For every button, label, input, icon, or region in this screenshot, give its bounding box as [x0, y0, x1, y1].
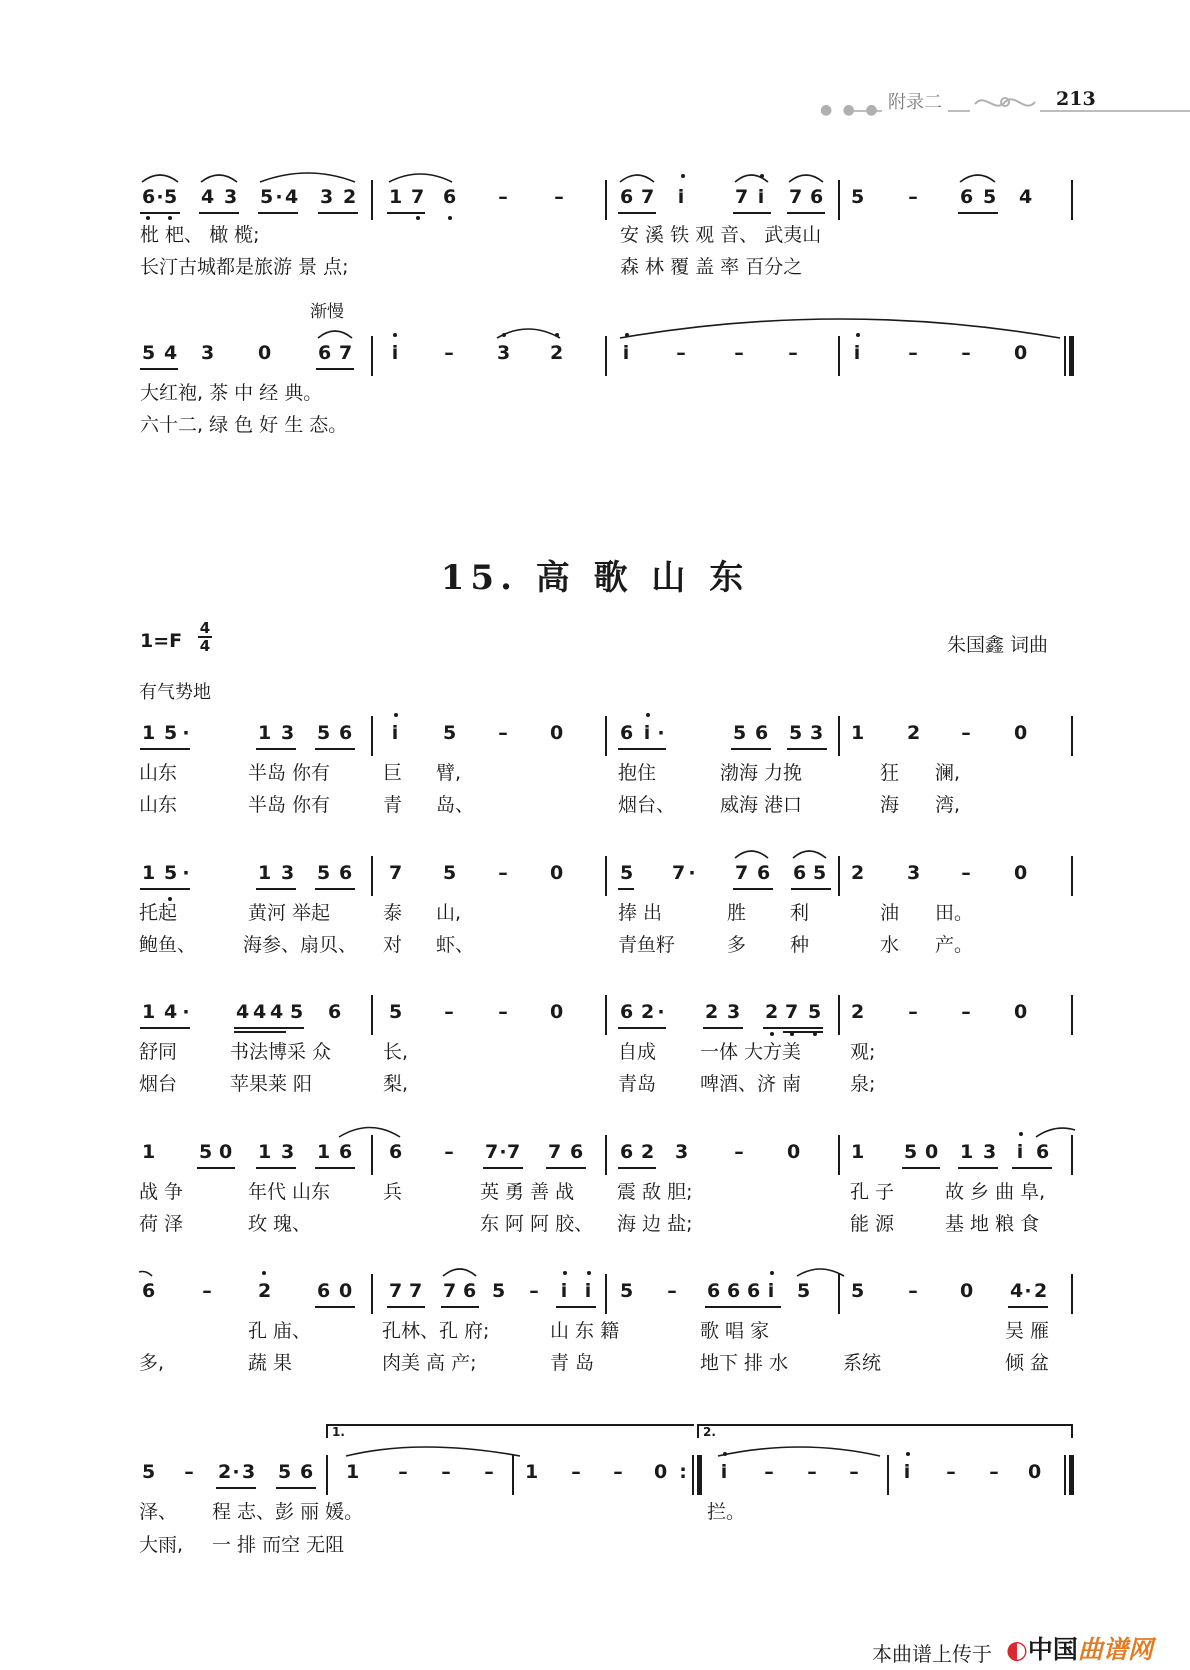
tempo-mark: 渐慢	[310, 302, 344, 322]
song-title: 15. 高 歌 山 东	[440, 558, 750, 598]
logo-icon: ◐	[1006, 1635, 1028, 1664]
lyric-line: 大红袍, 茶 中 经 典。	[140, 382, 323, 404]
volta-first: 1.	[326, 1424, 694, 1438]
page-number: 213	[1050, 88, 1102, 110]
site-logo[interactable]: ◐中国曲谱网	[1006, 1635, 1153, 1664]
composer-credit: 朱国鑫 词曲	[947, 634, 1049, 656]
key-signature: 1=F	[140, 630, 183, 652]
time-signature: 4 4	[199, 619, 211, 655]
header-dots: ● ● ●	[820, 102, 881, 118]
tempo-mark: 有气势地	[139, 682, 211, 703]
header-section: 附录二	[882, 88, 948, 114]
lyric-line: 六十二, 绿 色 好 生 态。	[140, 414, 348, 436]
volta-second: 2.	[697, 1424, 1073, 1438]
footer-text: 本曲谱上传于	[872, 1642, 992, 1666]
score-page: ● ● ● 附录二 213 6 · 5 4 3 5 · 4 3 2 1 7 6 – – 6 7 i 7 i 7 6 5 – 6 5 4 枇 杷、 橄 榄; 安 溪 铁 观 音、 武夷山 长汀古城都是旅游 景 点; 森 林 覆 盖 率 百分之 渐慢 5 4 3 0 6 7 i – 3 2 i – – – i – – 0 大红袍, 茶 中 经 典。 六十二, 绿 色 好 生 态。 15. 高 歌 山 东 1=F 4 4 朱国鑫 词曲 有气势地 1 5 · 1 3 5 6 i 5 – 0 6 i · 5 6 5 3 1 2 – 0 山东 半岛 你有 巨 臂, 抱住 渤海 力挽 狂 澜, 山东 半岛 你有 青 岛、 烟台、 威海 港口 海 湾, 1 5 · 1 3 5 6 7 5 – 0 5 7 · 7 6 6 5 2 3 – 0 托起 黄河 举起 泰 山, 捧 出 胜 利 油 田。 鲍鱼、 海参、扇贝、 对 虾、 青鱼籽 多 种 水 产。 1 4 · 4 4 4 5 6 5 – – 0 6 2 · 2 3 2 7 5 2 – – 0 舒同 书法博采 众 长, 自成 一体 大方美 观; 烟台 苹果莱 阳 梨, 青岛 啤酒、济 南 泉; 1 5 0 1 3 1 6 6 – 7 · 7 7 6 6 2 3 – 0 1 5 0 1 3 i 6 战 争 年代 山东 兵 英 勇 善 战 震 敌 胆; 孔 子 故 乡 曲 阜, 荷 泽 玫 瑰、 东 阿 阿 胶、 海 边 盐; 能 源 基 地 粮 食 6 – 2 6 0 7 7 7 6 5 – i i 5 – 6 6 6 i 5 5 – 0 4 · 2 孔 庙、 孔林、孔 府; 山 东 籍 歌 唱 家 吴 雁 多, 蔬 果 肉美 高 产; 青 岛 地下 排 水 系统 倾 盆 1. 2. 5 – 2 · 3 5 6 1 – – – 1 – – 0 : i – – – i – – 0 泽、 程 志、彭 丽 媛。 拦。 大雨, 一 排 而空 无阻 本曲谱上传于 ◐中国曲谱网	[0, 0, 1190, 1670]
